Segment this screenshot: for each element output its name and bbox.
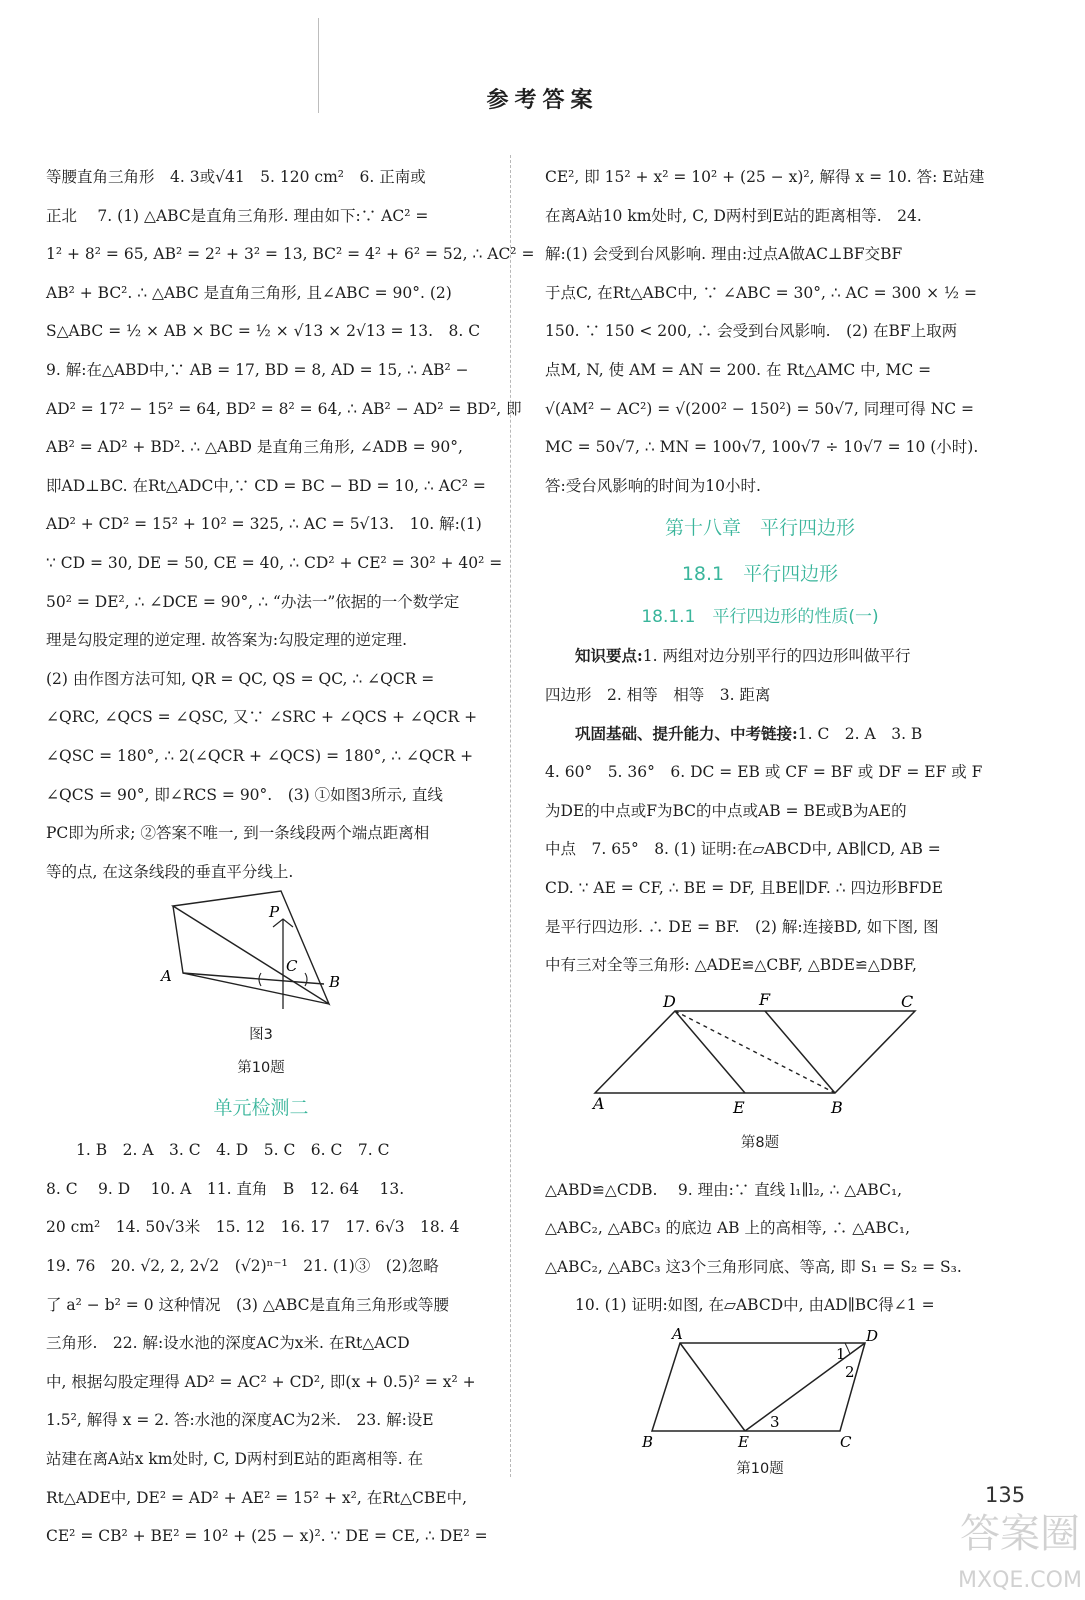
text-line: ∠QCS = 90°, 即∠RCS = 90°. (3) ①如图3所示, 直线 [46,785,443,804]
figure-3-label: 图3 [249,1027,273,1044]
figure-8-diagram [593,989,925,1117]
angle-label-1: 1 [836,1345,846,1364]
text-line: 理是勾股定理的逆定理. 故答案为:勾股定理的逆定理. [46,631,408,650]
text-line: 1.5², 解得 x = 2. 答:水池的深度AC为2米. 23. 解:设E [46,1411,434,1430]
chapter-title: 第十八章 平行四边形 [664,517,855,540]
point-label-b: B [329,973,341,992]
segment-fb [765,1011,835,1093]
text-line: √(AM² − AC²) = √(200² − 150²) = 50√7, 同理可得 NC = [545,399,975,418]
text-line: 中有三对全等三角形: △ADE≌△CBF, △BDE≌△DBF, [545,956,917,975]
angle-arc [845,1343,850,1354]
segment-de [745,1343,865,1431]
text-line: △ABC₂, △ABC₃ 的底边 AB 上的高相等, ∴ △ABC₁, [545,1219,911,1238]
text-line: ∵ CD = 30, DE = 50, CE = 40, ∴ CD² + CE² = 30² + 40² = [46,553,503,572]
diagonal-bd [675,1011,835,1093]
text-line: 等腰直角三角形 4. 3或√41 5. 120 cm² 6. 正南或 [46,168,426,186]
text-line: 于点C, 在Rt△ABC中, ∵ ∠ABC = 30°, ∴ AC = 300 × ½ = [545,283,977,302]
text-line: 是平行四边形. ∴ DE = BF. (2) 解:连接BD, 如下图, 图 [545,917,939,936]
text-line: 为DE的中点或F为BC的中点或AB = BE或B为AE的 [545,801,907,820]
text-line: Rt△ADE中, DE² = AD² + AE² = 15² + x², 在Rt△CBE中, [46,1488,468,1507]
text-line: 解:(1) 会受到台风影响. 理由:过点A做AC⊥BF交BF [545,245,903,264]
practice-text: 1. C 2. A 3. B [797,724,923,743]
text-line: 四边形 2. 相等 相等 3. 距离 [545,685,771,704]
text-line: 中点 7. 65° 8. (1) 证明:在▱ABCD中, AB∥CD, AB = [545,840,941,859]
text-line: 1. B 2. A 3. C 4. D 5. C 6. C 7. C [76,1141,390,1160]
knowledge-label: 知识要点: [575,646,643,666]
point-label-a: A [593,1093,605,1113]
watermark-text-url: MXQE.COM [958,1568,1082,1593]
right-column [545,158,985,1489]
unit-test-title: 单元检测二 [213,1097,309,1120]
text-line: 10. (1) 证明:如图, 在▱ABCD中, 由AD∥BC得∠1 = [575,1296,935,1315]
segment-ab [183,973,324,984]
column-divider [510,155,511,1477]
figure-8-caption: 第8题 [740,1134,780,1151]
section-title: 18.1 平行四边形 [681,563,839,586]
point-label-e: E [738,1433,749,1452]
text-line: AB² + BC². ∴ △ABC 是直角三角形, 且∠ABC = 90°. (2) [46,283,452,302]
text-line: 9. 解:在△ABD中,∵ AB = 17, BD = 8, AD = 15, ∴ AB² − [46,360,469,379]
point-label-c: C [901,991,914,1011]
text-line: 50² = DE², ∴ ∠DCE = 90°, ∴ “办法一”依据的一个数学定 [46,592,460,611]
practice-answers [545,715,975,754]
left-column [46,158,535,1556]
text-line: 点M, N, 使 AM = AN = 200. 在 Rt△AMC 中, MC = [545,360,932,379]
text-line: 19. 76 20. √2, 2, 2√2 (√2)ⁿ⁻¹ 21. (1)③ (2)忽略 [46,1257,439,1276]
text-line: MC = 50√7, ∴ MN = 100√7, 100√7 ÷ 10√7 = 10 (小时). [545,438,979,457]
parallelogram-abcd [652,1343,865,1431]
segment-ae [680,1343,745,1431]
point-label-c: C [840,1433,852,1452]
figure-10-diagram [640,1325,880,1452]
figure-3-caption: 第10题 [237,1060,285,1077]
point-label-a: A [161,967,172,986]
practice-label: 巩固基础、提升能力、中考链接: [575,723,798,743]
figure-3-diagram [161,891,361,1019]
text-line: AB² = AD² + BD². ∴ △ABD 是直角三角形, ∠ADB = 90°, [46,438,463,457]
text-line: CE² = CB² + BE² = 10² + (25 − x)². ∵ DE = CE, ∴ DE² = [46,1527,488,1546]
knowledge-text: 1. 两组对边分别平行的四边形叫做平行 [642,647,911,666]
page-number: 135 [985,1483,1026,1507]
text-line: 正北 7. (1) △ABC是直角三角形. 理由如下:∵ AC² = [46,206,429,225]
point-label-p: P [269,903,280,922]
figure-3 [46,891,476,1085]
watermark-text-cn: 答案圈 [960,1511,1080,1557]
construction-arc-right [305,973,307,986]
point-label-d: D [663,991,676,1011]
text-line: 20 cm² 14. 50√3米 15. 12 16. 17 17. 6√3 18. 4 [46,1218,460,1237]
text-line: 8. C 9. D 10. A 11. 直角 B 12. 64 13. [46,1179,405,1198]
point-label-b: B [831,1097,843,1117]
text-line: 答:受台风影响的时间为10小时. [545,476,761,495]
figure-10 [545,1325,975,1489]
knowledge-points [545,637,975,676]
text-line: 中, 根据勾股定理得 AD² = AC² + CD², 即(x + 0.5)² = x² + [46,1372,476,1391]
subsection-title: 18.1.1 平行四边形的性质(一) [641,607,879,628]
point-label-d: D [866,1327,879,1346]
angle-label-2: 2 [845,1363,855,1382]
text-line: AD² + CD² = 15² + 10² = 325, ∴ AC = 5√13. 10. 解:(1) [46,515,482,534]
segment-de [675,1011,745,1093]
left-answers-block [46,158,535,891]
figure-8 [545,989,975,1171]
text-line: CD. ∵ AE = CF, ∴ BE = DF, 且BE∥DF. ∴ 四边形BFDE [545,878,943,897]
page-header: 参考答案 [486,88,599,113]
point-label-b: B [642,1433,654,1452]
figure-10-caption: 第10题 [736,1461,784,1478]
text-line: 站建在离A站x km处时, C, D两村到E站的距离相等. 在 [46,1450,424,1469]
angle-label-3: 3 [770,1413,780,1432]
text-line: △ABC₂, △ABC₃ 这3个三角形同底、等高, 即 S₁ = S₂ = S₃. [545,1257,962,1276]
text-line: 150. ∵ 150 < 200, ∴ 会受到台风影响. (2) 在BF上取两 [545,322,958,341]
text-line: ∠QRC, ∠QCS = ∠QSC, 又∵ ∠SRC + ∠QCS + ∠QCR + [46,708,478,727]
watermark-logo [960,1495,1080,1595]
point-label-a: A [672,1325,683,1344]
text-line: 4. 60° 5. 36° 6. DC = EB 或 CF = BF 或 DF = EF 或 F [545,763,983,782]
text-line: S△ABC = ½ × AB × BC = ½ × √13 × 2√13 = 13. 8. C [46,322,481,341]
text-line: 等的点, 在这条线段的垂直平分线上. [46,862,294,881]
point-label-f: F [759,989,771,1009]
text-line: 了 a² − b² = 0 这种情况 (3) △ABC是直角三角形或等腰 [46,1295,450,1314]
text-line: 三角形. 22. 解:设水池的深度AC为x米. 在Rt△ACD [46,1334,410,1353]
point-label-e: E [733,1097,745,1117]
text-line: 即AD⊥BC. 在Rt△ADC中,∵ CD = BC − BD = 10, ∴ AC² = [46,476,486,495]
text-line: 在离A站10 km处时, C, D两村到E站的距离相等. 24. [545,206,922,225]
unit-test-answers [46,1131,488,1556]
text-line: PC即为所求; ②答案不唯一, 到一条线段两个端点距离相 [46,824,430,843]
text-line: △ABD≌△CDB. 9. 理由:∵ 直线 l₁∥l₂, ∴ △ABC₁, [545,1180,903,1199]
text-line: (2) 由作图方法可知, QR = QC, QS = QC, ∴ ∠QCR = [46,669,435,688]
text-line: ∠QSC = 180°, ∴ 2(∠QCR + ∠QCS) = 180°, ∴ ∠QCR + [46,746,474,765]
text-line: 1² + 8² = 65, AB² = 2² + 3² = 13, BC² = 4² + 6² = 52, ∴ AC² = [46,245,535,264]
text-line: CE², 即 15² + x² = 10² + (25 − x)², 解得 x = 10. 答: E站建 [545,168,985,186]
right-answers-block [545,158,985,505]
point-label-c: C [286,957,298,976]
text-line: AD² = 17² − 15² = 64, BD² = 8² = 64, ∴ AB² − AD² = BD², 即 [46,399,522,418]
